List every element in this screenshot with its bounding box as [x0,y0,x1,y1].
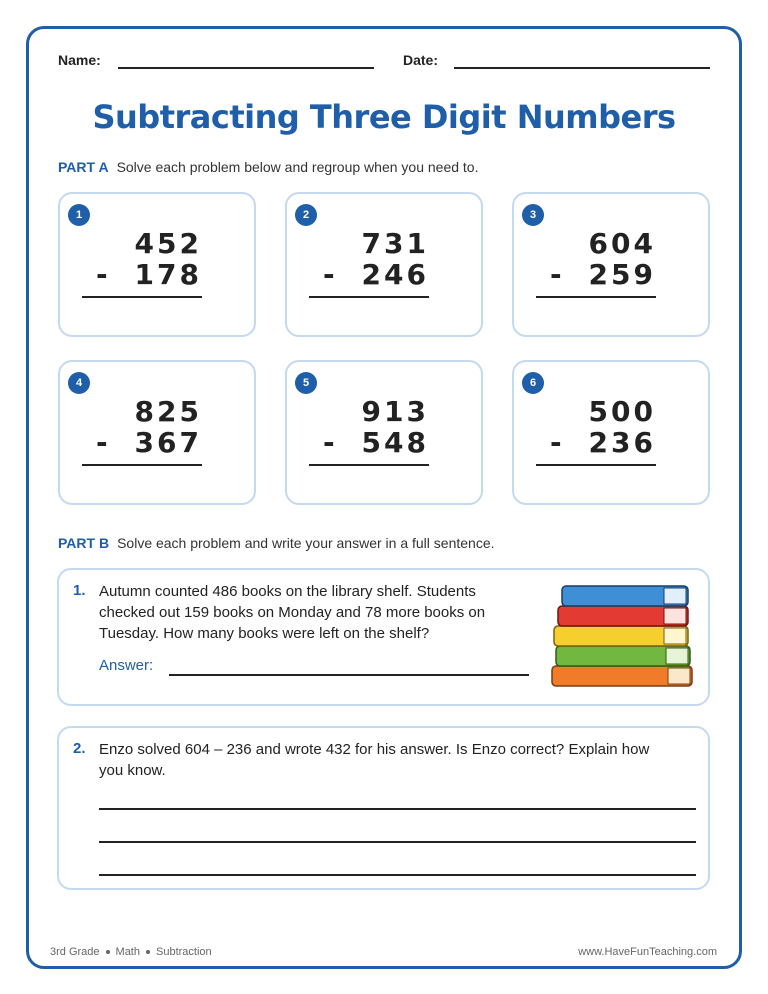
answer-rule [536,296,656,298]
subtraction-problem [534,228,656,298]
subtraction-problem [534,396,656,466]
problem-number-badge: 1 [68,204,90,226]
minuend: 913 [361,395,429,428]
subtraction-problem [307,396,429,466]
question-number: 1. [73,582,86,599]
word-problem-card-1 [57,568,710,706]
answer-rule [309,464,429,466]
question-line: Enzo solved 604 – 236 and wrote 432 for his answer. Is Enzo correct? Explain how [99,741,650,758]
minus-sign: - [323,258,338,291]
problem-card-4[interactable] [58,360,256,505]
footer-breadcrumb [50,946,212,958]
problem-card-5[interactable] [285,360,483,505]
subtrahend: 548 [361,426,429,459]
subtrahend: 259 [588,258,656,291]
footer-grade: 3rd Grade [50,946,100,958]
answer-rule [82,464,202,466]
writing-line[interactable] [99,808,696,810]
part-b-heading [58,535,495,551]
question-line: you know. [99,762,166,779]
problem-number-badge: 3 [522,204,544,226]
word-problem-card-2 [57,726,710,890]
separator-dot [106,950,110,954]
writing-line[interactable] [99,841,696,843]
question-line: checked out 159 books on Monday and 78 more books on [99,604,486,621]
page-title: Subtracting Three Digit Numbers [92,98,676,136]
answer-rule [82,296,202,298]
question-number: 2. [73,740,86,757]
footer-site[interactable]: www.HaveFunTeaching.com [578,946,717,958]
subtraction-problem [307,228,429,298]
minus-sign: - [96,426,111,459]
part-b-tag: PART B [58,535,110,551]
problem-card-6[interactable] [512,360,710,505]
problem-card-2[interactable] [285,192,483,337]
problem-number-badge: 6 [522,372,544,394]
question-line: Autumn counted 486 books on the library shelf. Students [99,583,476,600]
problem-card-3[interactable] [512,192,710,337]
minuend: 452 [134,227,202,260]
writing-line[interactable] [99,874,696,876]
part-a-instruction: Solve each problem below and regroup when you need to. [116,159,479,175]
problem-number-badge: 5 [295,372,317,394]
answer-rule [536,464,656,466]
answer-rule [309,296,429,298]
subtrahend: 246 [361,258,429,291]
minus-sign: - [323,426,338,459]
answer-line[interactable] [169,674,529,676]
subtrahend: 178 [134,258,202,291]
question-text [99,739,649,781]
question-text [99,581,485,644]
minuend: 731 [361,227,429,260]
problem-number-badge: 4 [68,372,90,394]
minuend: 825 [134,395,202,428]
answer-label: Answer: [99,657,154,674]
date-line[interactable] [454,67,710,69]
name-label: Name: [58,52,101,68]
subtraction-problem [80,228,202,298]
part-a-tag: PART A [58,159,109,175]
date-label: Date: [403,52,439,68]
minus-sign: - [550,426,565,459]
footer-topic: Subtraction [156,946,212,958]
footer-subject: Math [115,946,140,958]
minuend: 500 [588,395,656,428]
problem-number-badge: 2 [295,204,317,226]
part-b-instruction: Solve each problem and write your answer in a full sentence. [117,535,495,551]
name-line[interactable] [118,67,374,69]
question-line: Tuesday. How many books were left on the shelf? [99,625,430,642]
minus-sign: - [550,258,565,291]
subtrahend: 367 [134,426,202,459]
problem-card-1[interactable] [58,192,256,337]
minus-sign: - [96,258,111,291]
books-stack-icon [550,582,696,694]
minuend: 604 [588,227,656,260]
subtraction-problem [80,396,202,466]
subtrahend: 236 [588,426,656,459]
separator-dot [146,950,150,954]
part-a-heading [58,159,478,175]
